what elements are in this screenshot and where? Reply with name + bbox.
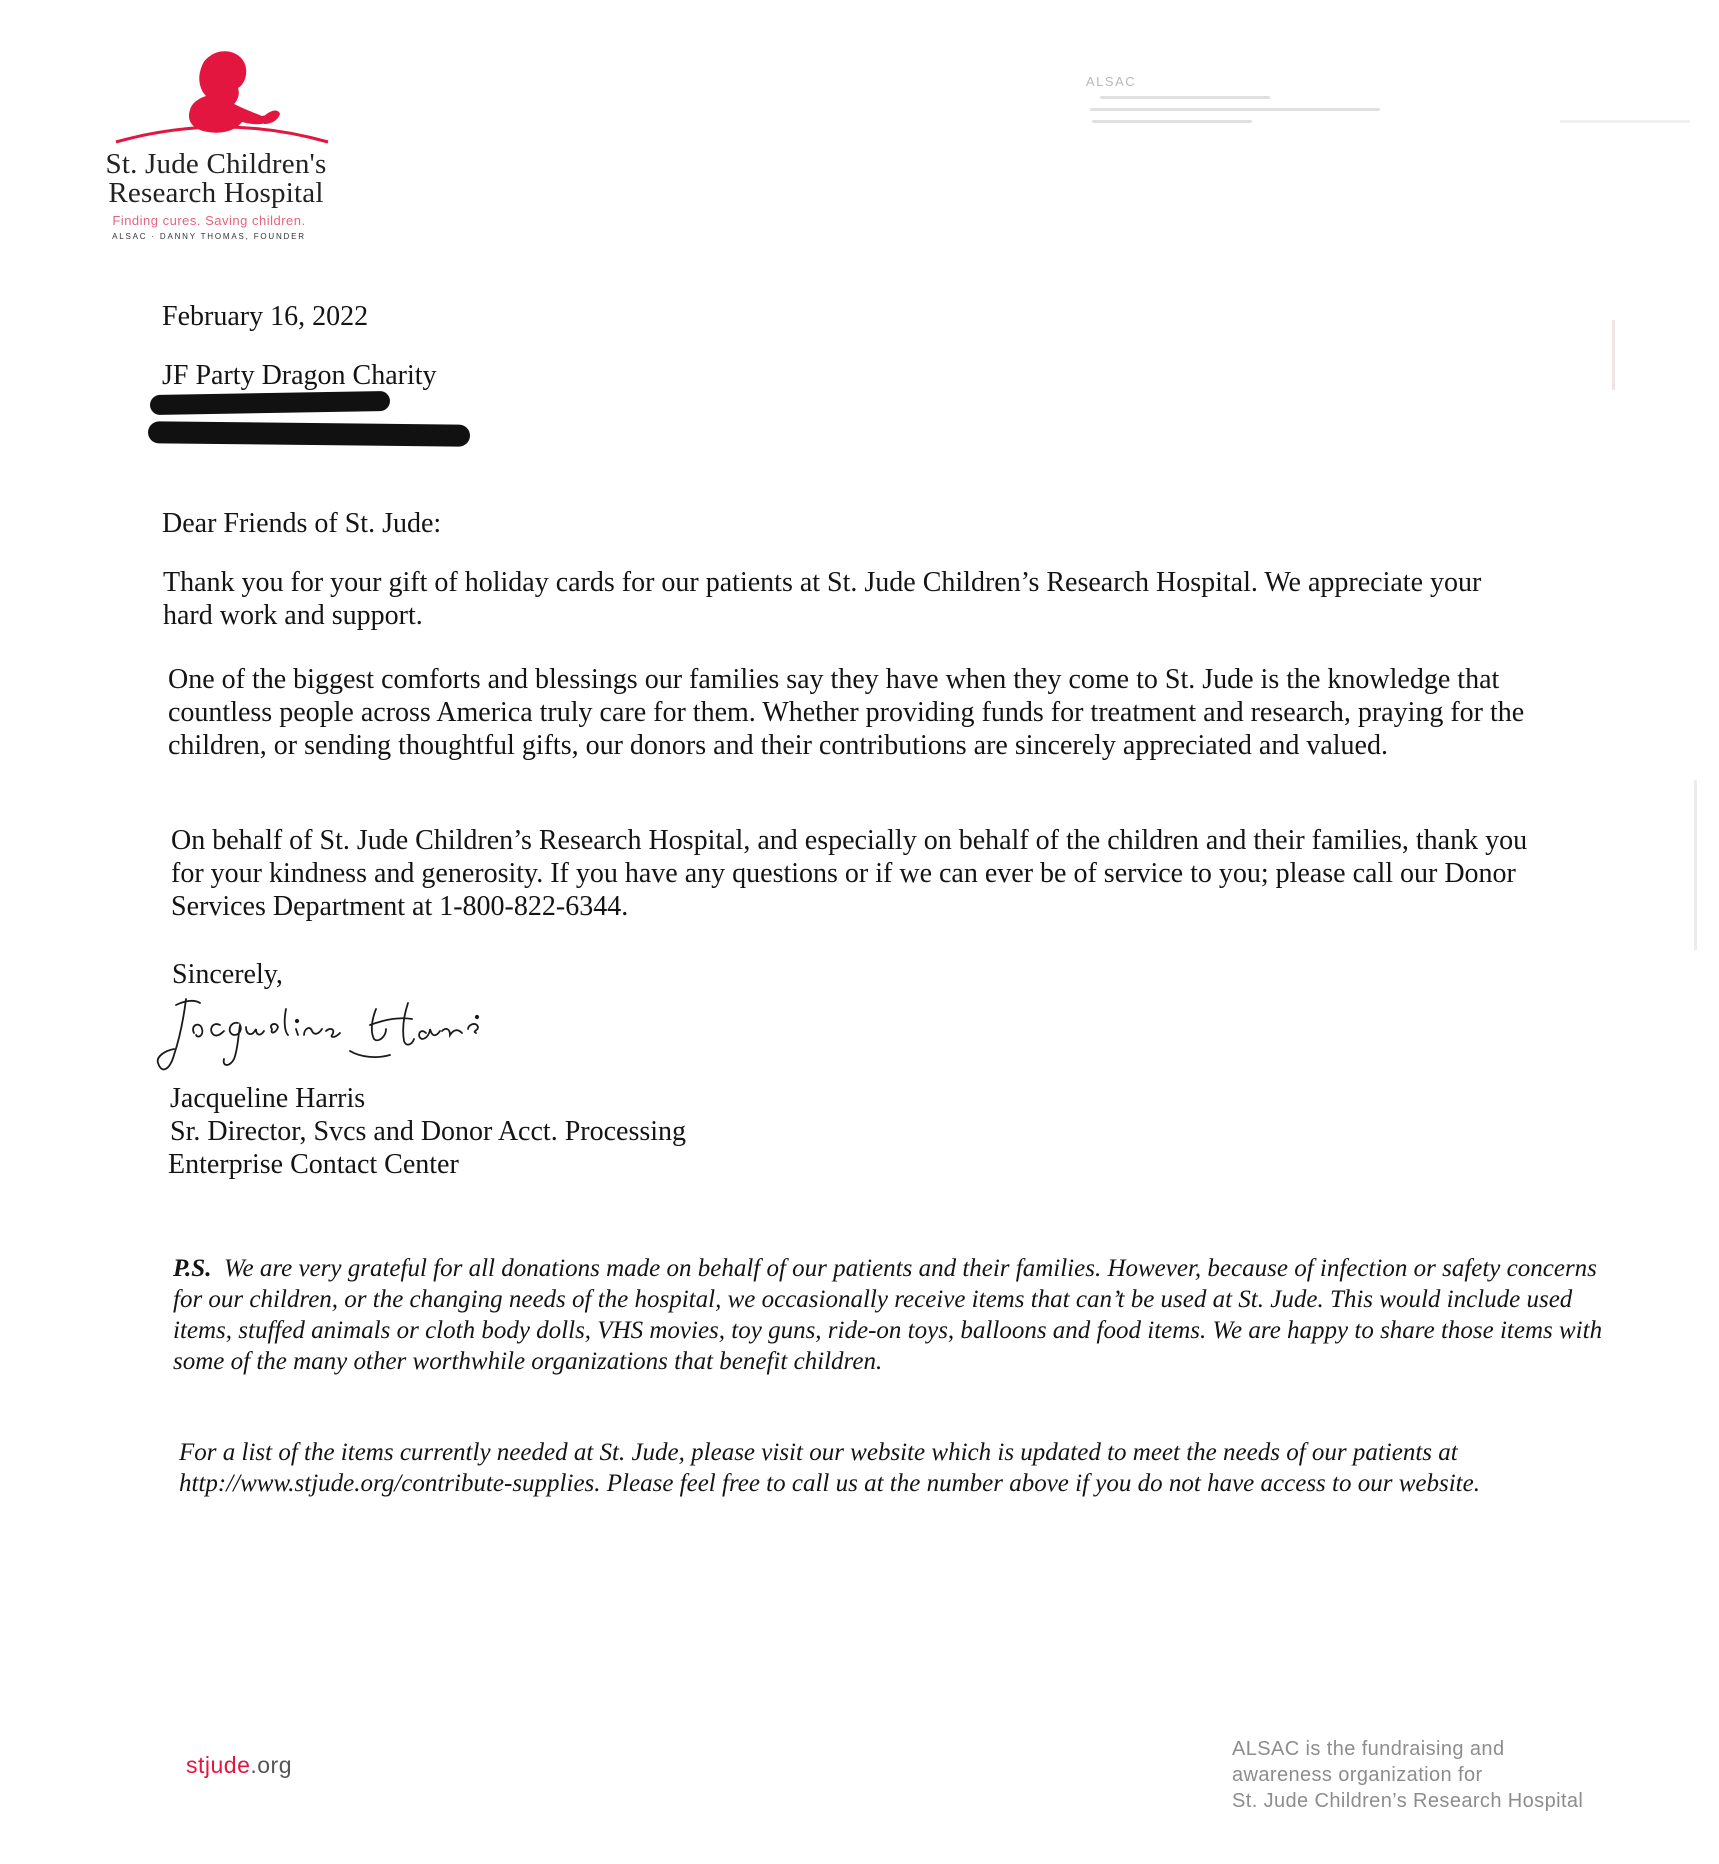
body-paragraph: Thank you for your gift of holiday cards for our patients at St. Jude Children’s Research Hospital. We appreciate your hard work and support.	[163, 567, 1482, 631]
signature-icon	[150, 985, 530, 1085]
footer-note-line: St. Jude Children’s Research Hospital	[1232, 1790, 1584, 1812]
letterhead-faded-line	[1092, 120, 1252, 123]
footer-website	[186, 1752, 292, 1779]
body-paragraph: On behalf of St. Jude Children’s Research Hospital, and especially on behalf of the children and their families, thank you for your kindness and generosity. If you have any questions or if we can ever be of service to you; please call our Donor Services Department at 1-800-822-6344.	[171, 825, 1528, 922]
postscript-paragraph	[173, 1253, 1613, 1377]
body-paragraph: One of the biggest comforts and blessings our families say they have when they come to St. Jude is the knowledge that countless people across America truly care for them. Whether providing funds for treatment and research, praying for the children, or sending thoughtful gifts, our donors and their contributions are sincerely appreciated and valued.	[168, 664, 1525, 761]
redacted-address-line	[150, 391, 390, 415]
logo-founder: ALSAC · DANNY THOMAS, FOUNDER	[112, 232, 306, 241]
logo-tagline: Finding cures. Saving children.	[112, 213, 306, 228]
closing: Sincerely,	[172, 959, 283, 990]
postscript-text: We are very grateful for all donations made on behalf of our patients and their families. However, because of infection or safety concerns for our children, or the changing needs of the hospital, we occasionally receive items that can’t be used at St. Jude. This would include used items, stuffed animals or cloth body dolls, VHS movies, toy guns, ride-on toys, balloons and food items. We are happy to share those items with some of the many other worthwhile organizations that benefit children.	[173, 1255, 1603, 1375]
logo-name-line2: Research Hospital	[108, 177, 324, 209]
letterhead-faded-line	[1100, 96, 1270, 99]
logo-name-line1: St. Jude Children's	[105, 148, 327, 180]
signer-name: Jacqueline Harris	[170, 1083, 366, 1114]
footer-url-tld: .org	[250, 1752, 293, 1778]
recipient-name: JF Party Dragon Charity	[162, 360, 437, 391]
logo-wordmark	[86, 150, 346, 208]
postscript-label: P.S.	[173, 1255, 212, 1282]
letterhead-org: ALSAC	[1086, 74, 1137, 89]
letterhead-faded-line	[1090, 108, 1380, 111]
scan-artifact	[1694, 780, 1697, 950]
scan-artifact	[1560, 120, 1690, 123]
footer-note-line: ALSAC is the fundraising and	[1232, 1738, 1505, 1760]
postscript-paragraph-2: For a list of the items currently needed at St. Jude, please visit our website which is updated to meet the needs of our patients at http://www.stjude.org/contribute-supplies. Please feel free to call us at the number above if you do not have access to our website.	[179, 1439, 1480, 1497]
st-jude-logo-icon	[112, 48, 332, 148]
footer-alsac-note	[1232, 1736, 1672, 1814]
alsac-letterhead	[1086, 74, 1426, 132]
signer-title: Sr. Director, Svcs and Donor Acct. Processing	[170, 1116, 687, 1147]
scan-artifact	[1612, 320, 1615, 390]
footer-note-line: awareness organization for	[1232, 1764, 1483, 1786]
letter-date: February 16, 2022	[162, 301, 369, 332]
redacted-address-line	[148, 421, 470, 446]
signer-department: Enterprise Contact Center	[168, 1149, 459, 1180]
salutation: Dear Friends of St. Jude:	[162, 508, 442, 539]
footer-url-brand: stjude	[186, 1752, 251, 1778]
